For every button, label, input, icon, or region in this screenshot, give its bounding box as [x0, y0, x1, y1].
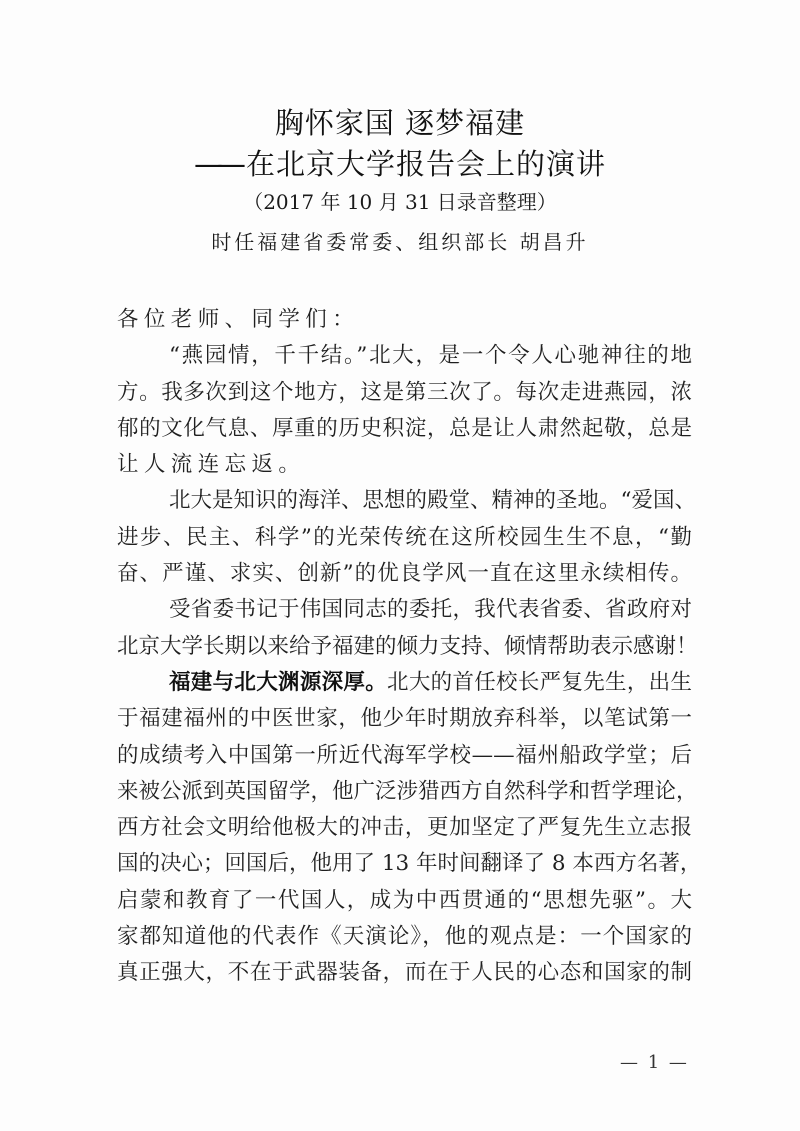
paragraph-3-line-2: 北京大学长期以来给予福建的倾力支持、倾情帮助表示感谢！: [117, 633, 698, 659]
paragraph-2-line-1: 北大是知识的海洋、思想的殿堂、精神的圣地。“爱国、: [169, 488, 696, 514]
paragraph-1-line-4: 让人流连忘返。: [117, 452, 306, 478]
speech-body: [117, 302, 702, 992]
subtitle-text: 在北京大学报告会上的演讲: [245, 147, 606, 181]
paragraph-2-line-2: 进步、民主、科学”的光荣传统在这所校园生生不息，“勤: [117, 524, 692, 550]
paragraph-4-line-6: 国的决心；回国后，他用了 13 年时间翻译了 8 本西方名著，: [117, 851, 702, 877]
document-title: 胸怀家国 逐梦福建: [274, 106, 526, 140]
paragraph-3-line-1: 受省委书记于伟国同志的委托，我代表省委、省政府对: [169, 597, 692, 623]
author-line: 时任福建省委常委、组织部长 胡昌升: [211, 230, 589, 254]
paragraph-4-line-8: 家都知道他的代表作《天演论》，他的观点是：一个国家的: [117, 924, 692, 950]
paragraph-4-line-5: 西方社会文明给他极大的冲击，更加坚定了严复先生立志报: [117, 815, 692, 841]
paragraph-4-line-9: 真正强大，不在于武器装备，而在于人民的心态和国家的制: [117, 960, 692, 986]
subtitle-dash: ——: [193, 147, 240, 181]
paragraph-1-line-1: “燕园情，千千结。”北大，是一个令人心驰神往的地: [169, 343, 692, 369]
document-subtitle: [0, 142, 800, 183]
salutation: 各位老师、同学们：: [117, 307, 360, 332]
paragraph-4-line-7: 启蒙和教育了一代国人，成为中西贯通的“思想先驱”。大: [117, 887, 692, 913]
paragraph-4-line-1: [117, 665, 692, 701]
paragraph-4-line-1-text: 北大的首任校长严复先生，出生: [387, 669, 692, 695]
paragraph-1-line-3: 郁的文化气息、厚重的历史积淀，总是让人肃然起敬，总是: [117, 415, 692, 441]
paragraph-4-line-3: 的成绩考入中国第一所近代海军学校——福州船政学堂；后: [117, 742, 692, 768]
paragraph-2-line-3: 奋、严谨、求实、创新”的优良学风一直在这里永续相传。: [117, 561, 692, 587]
paragraph-4-line-4: 来被公派到英国留学，他广泛涉猎西方自然科学和哲学理论，: [117, 778, 698, 804]
paragraph-1-line-2: 方。我多次到这个地方，这是第三次了。每次走进燕园，浓: [117, 379, 692, 405]
page-number: — 1 —: [620, 1052, 689, 1073]
bold-lead-sentence: 福建与北大渊源深厚。: [169, 669, 388, 695]
recording-date-note: （2017 年 10 月 31 日录音整理）: [243, 190, 557, 214]
paragraph-4-line-2: 于福建福州的中医世家，他少年时期放弃科举，以笔试第一: [117, 706, 692, 732]
